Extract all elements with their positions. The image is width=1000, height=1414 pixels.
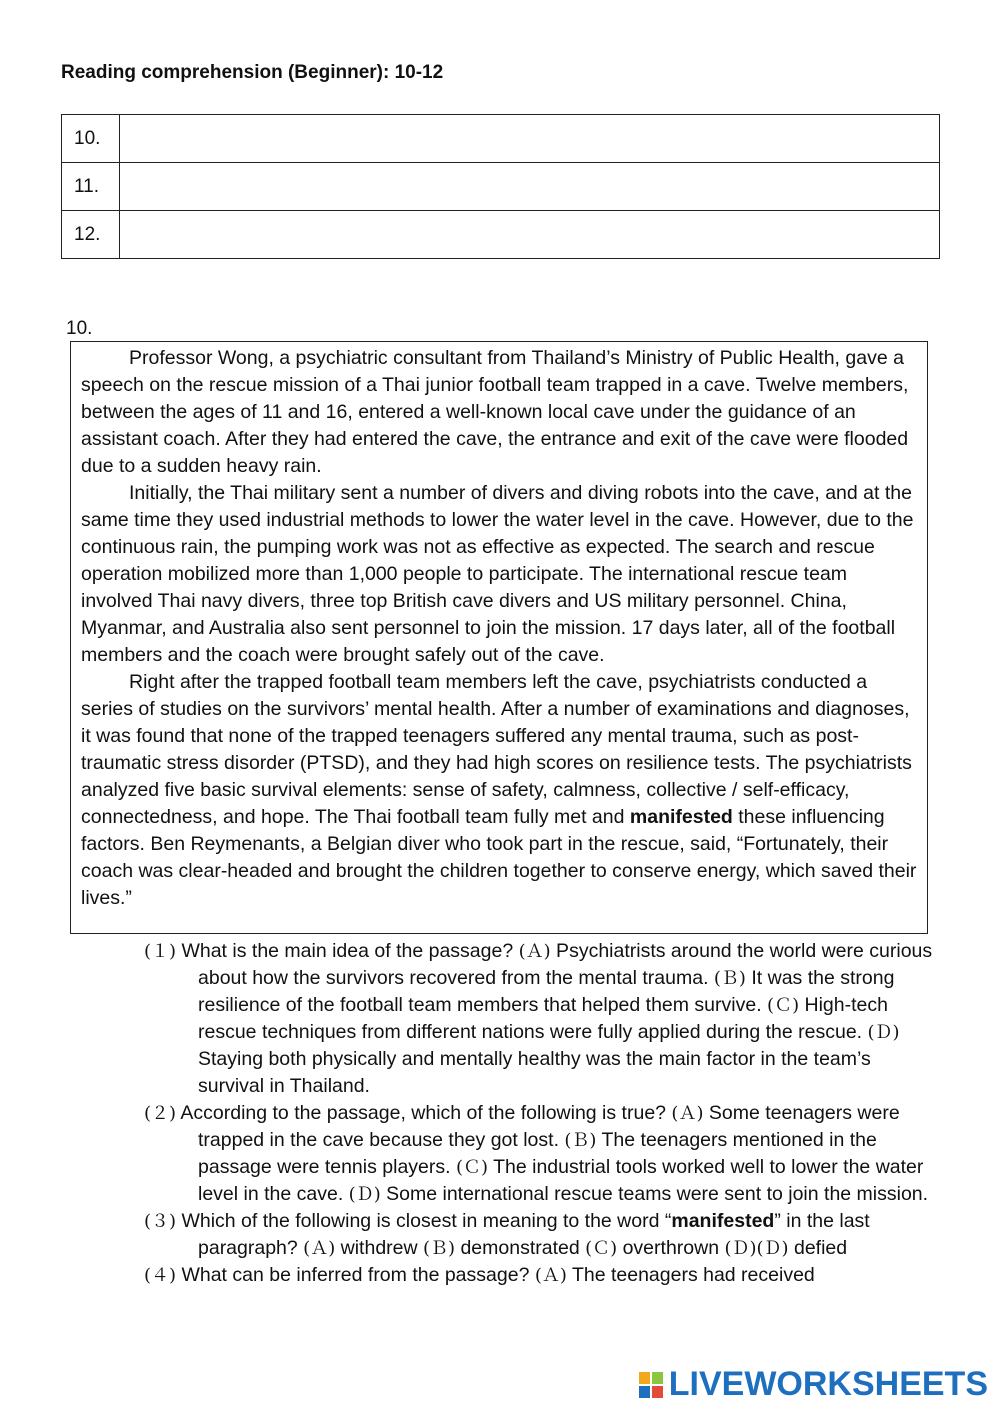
answer-blank[interactable] [88,1100,144,1127]
question-number: (３) [144,1211,177,1232]
answer-table [61,114,940,259]
passage-paragraph-2: Initially, the Thai military sent a number of divers and diving robots into the cave, and at the same time they used industrial methods to lower the water level in the cave. However, due to the continuous rain, the pumping work was not as effective as expected. The search and rescue operation mobilized more than 1,000 people to participate. The international rescue team involved Thai navy divers, three top British cave divers and US military personnel. China, Myanmar, and Australia also sent personnel to join the mission. 17 days later, all of the football members and the coach were brought safely out of the cave. [81,482,914,666]
option-label: (Ａ) [671,1103,704,1124]
question-number: (４) [144,1265,177,1286]
option-text: Some teenagers were trapped in the cave because they got lost. [198,1102,900,1151]
paragraph-text: these influencing factors. Ben Reymenants, a Belgian diver who took part in the rescue, said, “Fortunately, their coach was clear-headed and brought the children together to conserve energy, which saved their lives.” [81,806,917,909]
question-list [88,938,940,1289]
option-text: demonstrated [455,1237,586,1259]
question-4 [88,1262,940,1289]
question-number: (２) [144,1103,177,1124]
option-label: (Ａ) [534,1265,567,1286]
answer-blank[interactable] [88,938,144,965]
question-stem: Which of the following is closest in meaning to the word “ [176,1210,672,1232]
option-text: High-tech rescue techniques from different nations were fully applied during the rescue. [198,994,888,1043]
question-stem: According to the passage, which of the following is true? [176,1102,672,1124]
answer-row-number: 10. [62,115,120,163]
answer-input-12[interactable] [120,211,940,259]
option-label: (Ａ) [518,941,551,962]
answer-input-11[interactable] [120,163,940,211]
option-label: (Ｄ) [348,1184,381,1205]
option-label: (Ｃ) [585,1238,618,1259]
question-2 [88,1100,940,1208]
option-label: (Ａ) [303,1238,336,1259]
option-label: (Ｂ) [564,1130,597,1151]
answer-blank[interactable] [88,1262,144,1289]
option-text: The teenagers had received [566,1264,815,1286]
option-label: (Ｄ) [867,1022,900,1043]
answer-row [62,211,940,259]
option-label: (Ｃ) [767,995,800,1016]
option-text: It was the strong resilience of the football team members that helped them survive. [198,967,895,1016]
question-1 [88,938,940,1100]
answer-input-10[interactable] [120,115,940,163]
answer-row [62,163,940,211]
option-label: (Ｂ) [423,1238,456,1259]
question-number: (１) [144,941,177,962]
answer-blank[interactable] [88,1208,144,1235]
option-text: The teenagers mentioned in the passage were tennis players. [198,1129,877,1178]
keyword-manifested: manifested [629,806,733,828]
option-text: Psychiatrists around the world were curious about how the survivors recovered from the mental trauma. [198,940,933,989]
paragraph-text: Right after the trapped football team members left the cave, psychiatrists conducted a series of studies on the survivors’ mental health. After a number of examinations and diagnoses, it was found that none of the trapped teenagers suffered any mental trauma, such as post-traumatic stress disorder (PTSD), and they had high scores on resilience tests. The psychiatrists analyzed five basic survival elements: sense of safety, calmness, collective / self-efficacy, connectedness, and hope. The Thai football team fully met and [81,671,912,828]
question-stem: ” in the last paragraph? [198,1210,870,1259]
answer-row-number: 12. [62,211,120,259]
liveworksheets-logo-icon [637,1370,665,1400]
keyword-manifested: manifested [671,1210,775,1232]
liveworksheets-logo [637,1365,988,1404]
question-stem: What is the main idea of the passage? [176,940,519,962]
question-stem: What can be inferred from the passage? [176,1264,535,1286]
liveworksheets-logo-text: LIVEWORKSHEETS [668,1365,988,1403]
page-title: Reading comprehension (Beginner): 10-12 [61,62,444,83]
option-text: Staying both physically and mentally healthy was the main factor in the team’s survival in Thailand. [198,1048,871,1097]
option-label: (Ｃ) [455,1157,489,1178]
option-text: Some international rescue teams were sent to join the mission. [380,1183,929,1205]
passage-paragraph-1: Professor Wong, a psychiatric consultant from Thailand’s Ministry of Public Health, gave a speech on the rescue mission of a Thai junior football team trapped in a cave. Twelve members, between the ages of 11 and 16, entered a well-known local cave under the guidance of an assistant coach. After they had entered the cave, the entrance and exit of the cave were flooded due to a sudden heavy rain. [81,347,909,477]
option-text: withdrew [335,1237,423,1259]
passage-paragraph-3 [81,669,921,912]
question-3 [88,1208,940,1262]
passage-number: 10. [66,318,93,339]
option-text: defied [788,1237,848,1259]
option-text: The industrial tools worked well to lower the water level in the cave. [198,1156,924,1205]
option-label: (Ｂ) [713,968,746,989]
option-text: overthrown [617,1237,725,1259]
answer-row-number: 11. [62,163,120,211]
option-label: (Ｄ)(Ｄ) [724,1238,789,1259]
reading-passage [70,341,928,934]
answer-row [62,115,940,163]
